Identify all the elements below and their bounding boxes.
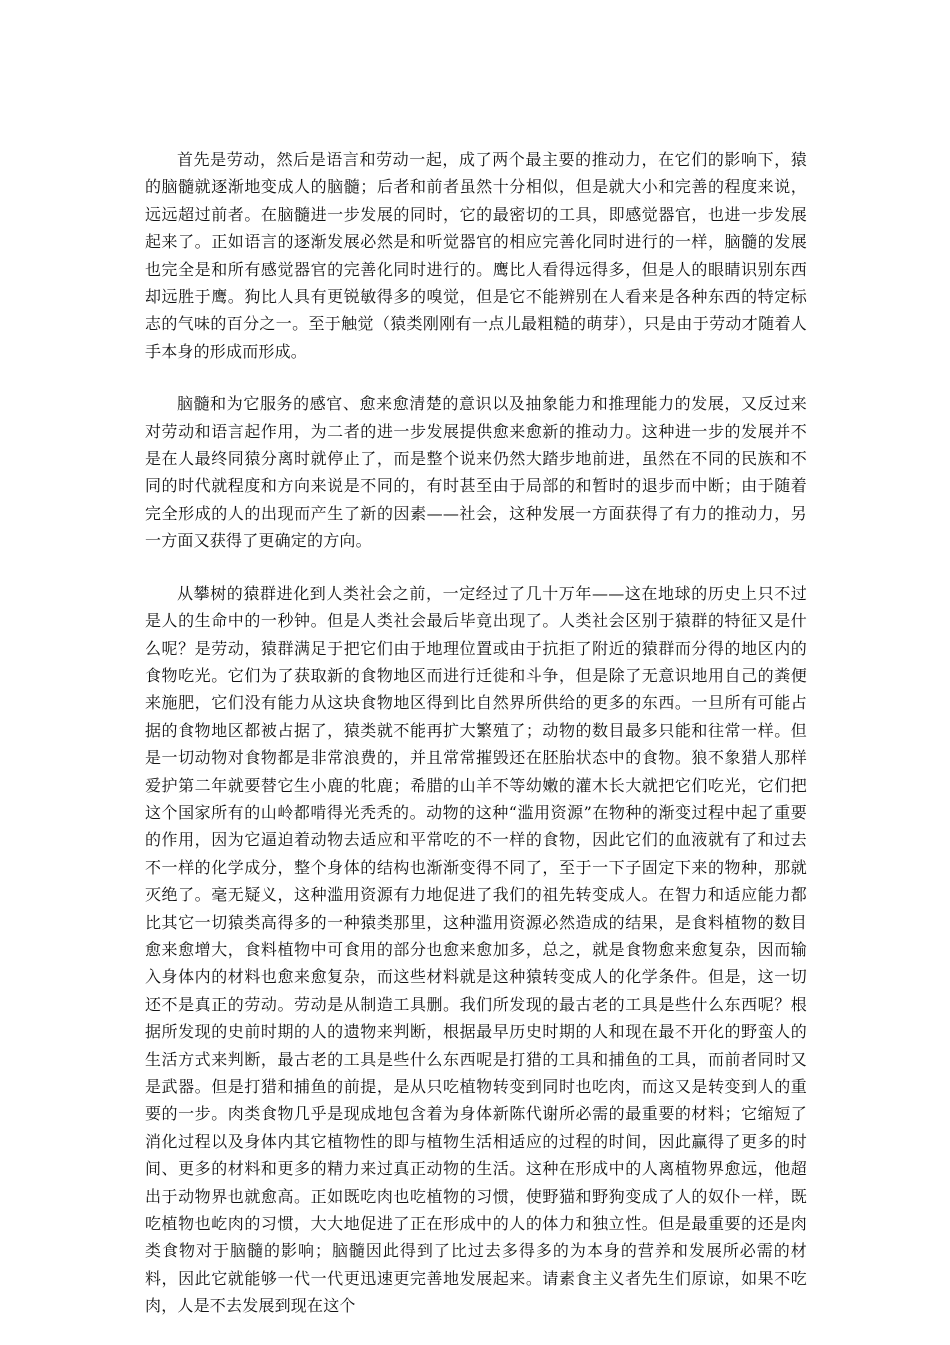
- paragraph-3: 从攀树的猿群进化到人类社会之前，一定经过了几十万年——这在地球的历史上只不过是人的生命中的一秒钟。但是人类社会最后毕竟出现了。人类社会区别于猿群的特征又是什么呢？是劳动，猿群满足于把它们由于地理位置或由于抗拒了附近的猿群而分得的地区内的食物吃光。它们为了获取新的食物地区而进行迁徙和斗争，但是除了无意识地用自己的粪便来施肥，它们没有能力从这块食物地区得到比自然界所供给的更多的东西。一旦所有可能占据的食物地区都被占据了，猿类就不能再扩大繁殖了；动物的数目最多只能和往常一样。但是一切动物对食物都是非常浪费的，并且常常摧毁还在胚胎状态中的食物。狼不象猎人那样爱护第二年就要替它生小鹿的牝鹿；希腊的山羊不等幼嫩的灌木长大就把它们吃光，它们把这个国家所有的山岭都啃得光秃秃的。动物的这种“滥用资源”在物种的渐变过程中起了重要的作用，因为它逼迫着动物去适应和平常吃的不一样的食物，因此它们的血液就有了和过去不一样的化学成分，整个身体的结构也渐渐变得不同了，至于一下子固定下来的物种，那就灭绝了。毫无疑义，这种滥用资源有力地促进了我们的祖先转变成人。在智力和适应能力都比其它一切猿类高得多的一种猿类那里，这种滥用资源必然造成的结果，是食料植物的数目愈来愈增大，食料植物中可食用的部分也愈来愈加多，总之，就是食物愈来愈复杂，因而输入身体内的材料也愈来愈复杂，而这些材料就是这种猿转变成人的化学条件。但是，这一切还不是真正的劳动。劳动是从制造工具删。我们所发现的最古老的工具是些什么东西呢？根据所发现的史前时期的人的遗物来判断，根据最早历史时期的人和现在最不开化的野蛮人的生活方式来判断，最古老的工具是些什么东西呢是打猎的工具和捕鱼的工具，而前者同时又是武器。但是打猎和捕鱼的前提，是从只吃植物转变到同时也吃肉，而这又是转变到人的重要的一步。肉类食物几乎是现成地包含着为身体新陈代谢所必需的最重要的材料；它缩短了消化过程以及身体内其它植物性的即与植物生活相适应的过程的时间，因此赢得了更多的时间、更多的材料和更多的精力来过真正动物的生活。这种在形成中的人离植物界愈远，他超出于动物界也就愈高。正如既吃肉也吃植物的习惯，使野猫和野狗变成了人的奴仆一样，既吃植物也屹肉的习惯，大大地促进了正在形成中的人的体力和独立性。但是最重要的还是肉类食物对于脑髓的影响；脑髓因此得到了比过去多得多的为本身的营养和发展所必需的材料，因此它就能够一代一代更迅速更完善地发展起来。请素食主义者先生们原谅，如果不吃肉，人是不去发展到现在这个: [145, 583, 807, 1316]
- document-body: [145, 146, 807, 1345]
- paragraph-2: 脑髓和为它服务的感官、愈来愈清楚的意识以及抽象能力和推理能力的发展，又反过来对劳动和语言起作用，为二者的进一步发展提供愈来愈新的推动力。这种进一步的发展并不是在人最终同猿分离时就停止了，而是整个说来仍然大踏步地前进，虽然在不同的民族和不同的时代就程度和方向来说是不同的，有时甚至由于局部的和暂时的退步而中断；由于随着完全形成的人的出现而产生了新的因素——社会，这种发展一方面获得了有力的推动力，另一方面又获得了更确定的方向。: [145, 394, 807, 551]
- paragraph-1: 首先是劳动，然后是语言和劳动一起，成了两个最主要的推动力，在它们的影响下，猿的脑髓就逐渐地变成人的脑髓；后者和前者虽然十分相似，但是就大小和完善的程度来说，远远超过前者。在脑髓进一步发展的同时，它的最密切的工具，即感觉器官，也进一步发展起来了。正如语言的逐渐发展必然是和听觉器官的相应完善化同时进行的一样，脑髓的发展也完全是和所有感觉器官的完善化同时进行的。鹰比人看得远得多，但是人的眼睛识别东西却远胜于鹰。狗比人具有更锐敏得多的嗅觉，但是它不能辨别在人看来是各种东西的特定标志的气味的百分之一。至于触觉（猿类刚刚有一点儿最粗糙的萌芽），只是由于劳动才随着人手本身的形成而形成。: [145, 150, 807, 361]
